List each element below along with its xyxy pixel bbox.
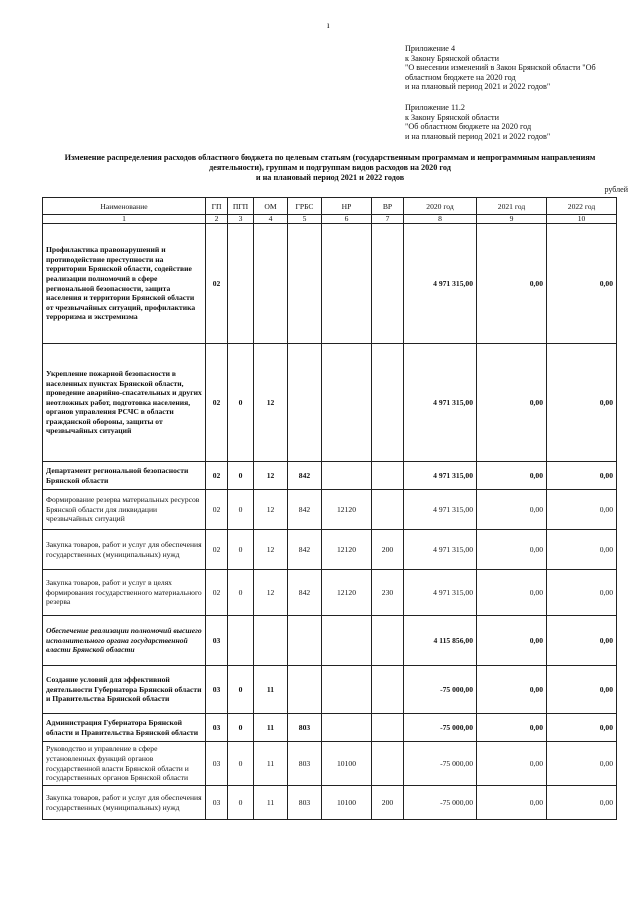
row-name: Создание условий для эффективной деятельности Губернатора Брянской области и Правительства Брянской области <box>43 666 206 714</box>
row-amount-2021: 0,00 <box>477 490 547 530</box>
row-nr: 12120 <box>322 570 372 616</box>
row-grbs: 803 <box>288 786 322 820</box>
row-amount-2022: 0,00 <box>547 530 617 570</box>
row-nr: 12120 <box>322 490 372 530</box>
appendix-line: и на плановый период 2021 и 2022 годов" <box>405 131 551 141</box>
row-name: Формирование резерва материальных ресурсов Брянской области для ликвидации чрезвычайных ситуаций <box>43 490 206 530</box>
appendix-line: Приложение 4 <box>405 44 456 53</box>
row-nr <box>322 616 372 666</box>
row-om: 11 <box>254 714 288 742</box>
row-amount-2022: 0,00 <box>547 714 617 742</box>
row-om: 12 <box>254 462 288 490</box>
row-amount-2021: 0,00 <box>477 570 547 616</box>
col-header-nr: НР <box>322 198 372 215</box>
col-header-pgp: ПГП <box>228 198 254 215</box>
col-header-2020: 2020 год <box>404 198 477 215</box>
row-name: Укрепление пожарной безопасности в населенных пунктах Брянской области, проведение аварийно-спасательных и других неотложных работ, подготовка населения, органов управления РСЧС в области гражданской обороны, защиты от чрезвычайных ситуаций <box>43 344 206 462</box>
row-grbs <box>288 616 322 666</box>
row-name: Закупка товаров, работ и услуг для обеспечения государственных (муниципальных) нужд <box>43 786 206 820</box>
row-gp: 03 <box>206 714 228 742</box>
table-row <box>43 666 617 714</box>
row-pgp <box>228 224 254 344</box>
row-amount-2022: 0,00 <box>547 344 617 462</box>
row-om: 12 <box>254 490 288 530</box>
row-gp: 03 <box>206 666 228 714</box>
row-amount-2022: 0,00 <box>547 742 617 786</box>
row-nr <box>322 462 372 490</box>
row-amount-2020: -75 000,00 <box>404 666 477 714</box>
row-nr <box>322 714 372 742</box>
table-row <box>43 570 617 616</box>
row-om <box>254 616 288 666</box>
row-gp: 02 <box>206 344 228 462</box>
row-grbs: 842 <box>288 462 322 490</box>
row-grbs <box>288 224 322 344</box>
col-header-vr: ВР <box>372 198 404 215</box>
row-grbs <box>288 666 322 714</box>
row-gp: 03 <box>206 616 228 666</box>
row-pgp: 0 <box>228 344 254 462</box>
row-gp: 03 <box>206 742 228 786</box>
table-row <box>43 616 617 666</box>
row-grbs: 842 <box>288 570 322 616</box>
appendix-line: к Закону Брянской области <box>405 112 499 122</box>
row-grbs: 842 <box>288 530 322 570</box>
row-amount-2020: -75 000,00 <box>404 786 477 820</box>
table-row <box>43 742 617 786</box>
row-name: Руководство и управление в сфере установленных функций органов государственной власти Брянской области и государственных органов Брянской области <box>43 742 206 786</box>
col-number: 4 <box>254 215 288 224</box>
row-vr: 230 <box>372 570 404 616</box>
row-om: 11 <box>254 786 288 820</box>
row-name: Закупка товаров, работ и услуг в целях формирования государственного материального резерва <box>43 570 206 616</box>
header-row <box>43 198 617 215</box>
row-amount-2020: 4 971 315,00 <box>404 570 477 616</box>
row-name: Обеспечение реализации полномочий высшего исполнительного органа государственной власти Брянской области <box>43 616 206 666</box>
row-amount-2021: 0,00 <box>477 530 547 570</box>
title-line: деятельности), группам и подгруппам видов расходов на 2020 год <box>209 163 451 172</box>
row-pgp: 0 <box>228 530 254 570</box>
appendix-line: и на плановый период 2021 и 2022 годов" <box>405 82 551 92</box>
row-pgp: 0 <box>228 490 254 530</box>
row-vr <box>372 344 404 462</box>
row-amount-2022: 0,00 <box>547 786 617 820</box>
row-amount-2020: -75 000,00 <box>404 714 477 742</box>
row-gp: 02 <box>206 462 228 490</box>
row-amount-2021: 0,00 <box>477 786 547 820</box>
col-header-name: Наименование <box>43 198 206 215</box>
row-name: Закупка товаров, работ и услуг для обеспечения государственных (муниципальных) нужд <box>43 530 206 570</box>
row-amount-2021: 0,00 <box>477 714 547 742</box>
row-gp: 03 <box>206 786 228 820</box>
row-om: 12 <box>254 570 288 616</box>
row-amount-2020: 4 971 315,00 <box>404 530 477 570</box>
row-grbs <box>288 344 322 462</box>
row-amount-2020: 4 971 315,00 <box>404 462 477 490</box>
row-pgp <box>228 616 254 666</box>
row-name: Профилактика правонарушений и противодействие преступности на территории Брянской области, содействие реализации полномочий в сфере региональной безопасности, защита населения и территории Брянской области от чрезвычайных ситуаций, профилактика терроризма и экстремизма <box>43 224 206 344</box>
col-header-grbs: ГРБС <box>288 198 322 215</box>
col-number: 1 <box>43 215 206 224</box>
row-vr: 200 <box>372 786 404 820</box>
row-amount-2022: 0,00 <box>547 490 617 530</box>
col-header-om: ОМ <box>254 198 288 215</box>
appendix-line: "О внесении изменений в Закон Брянской области "Об <box>405 63 596 73</box>
row-amount-2021: 0,00 <box>477 462 547 490</box>
row-pgp: 0 <box>228 666 254 714</box>
row-pgp: 0 <box>228 462 254 490</box>
row-vr <box>372 714 404 742</box>
col-number: 10 <box>547 215 617 224</box>
row-nr: 10100 <box>322 742 372 786</box>
col-number: 7 <box>372 215 404 224</box>
row-vr <box>372 616 404 666</box>
row-vr: 200 <box>372 530 404 570</box>
row-om: 12 <box>254 530 288 570</box>
row-om: 11 <box>254 666 288 714</box>
table-body <box>43 224 617 820</box>
table-row <box>43 462 617 490</box>
row-vr <box>372 224 404 344</box>
col-number: 6 <box>322 215 372 224</box>
col-number: 3 <box>228 215 254 224</box>
row-amount-2020: 4 971 315,00 <box>404 224 477 344</box>
row-name: Администрация Губернатора Брянской области и Правительства Брянской области <box>43 714 206 742</box>
row-grbs: 803 <box>288 742 322 786</box>
row-nr: 12120 <box>322 530 372 570</box>
expenditure-table <box>42 197 617 820</box>
row-amount-2022: 0,00 <box>547 666 617 714</box>
row-nr <box>322 224 372 344</box>
col-number: 9 <box>477 215 547 224</box>
table-row <box>43 530 617 570</box>
col-number: 8 <box>404 215 477 224</box>
row-vr <box>372 490 404 530</box>
appendix-line: Приложение 11.2 <box>405 103 466 112</box>
table-row <box>43 714 617 742</box>
row-pgp: 0 <box>228 786 254 820</box>
row-name: Департамент региональной безопасности Брянской области <box>43 462 206 490</box>
row-vr <box>372 742 404 786</box>
row-amount-2021: 0,00 <box>477 616 547 666</box>
table-row <box>43 344 617 462</box>
row-pgp: 0 <box>228 714 254 742</box>
appendix-line: "Об областном бюджете на 2020 год <box>405 122 532 132</box>
row-amount-2021: 0,00 <box>477 344 547 462</box>
row-vr <box>372 462 404 490</box>
row-gp: 02 <box>206 490 228 530</box>
col-header-2022: 2022 год <box>547 198 617 215</box>
row-gp: 02 <box>206 530 228 570</box>
row-amount-2020: 4 115 856,00 <box>404 616 477 666</box>
row-amount-2020: 4 971 315,00 <box>404 490 477 530</box>
page-mark: ı <box>327 20 330 30</box>
row-amount-2022: 0,00 <box>547 616 617 666</box>
col-header-2021: 2021 год <box>477 198 547 215</box>
appendix-11-2-note <box>405 103 550 141</box>
column-number-row <box>43 215 617 224</box>
row-amount-2021: 0,00 <box>477 224 547 344</box>
document-title <box>30 153 630 183</box>
row-nr <box>322 344 372 462</box>
row-amount-2020: -75 000,00 <box>404 742 477 786</box>
row-nr: 10100 <box>322 786 372 820</box>
table-row <box>43 224 617 344</box>
appendix-line: областном бюджете на 2020 год <box>405 72 516 82</box>
table-row <box>43 490 617 530</box>
row-grbs: 803 <box>288 714 322 742</box>
row-amount-2021: 0,00 <box>477 742 547 786</box>
row-amount-2022: 0,00 <box>547 462 617 490</box>
row-om: 11 <box>254 742 288 786</box>
col-header-gp: ГП <box>206 198 228 215</box>
row-om: 12 <box>254 344 288 462</box>
row-pgp: 0 <box>228 570 254 616</box>
row-vr <box>372 666 404 714</box>
table-row <box>43 786 617 820</box>
row-om <box>254 224 288 344</box>
row-grbs: 842 <box>288 490 322 530</box>
row-amount-2022: 0,00 <box>547 570 617 616</box>
currency-unit: рублей <box>604 185 628 194</box>
title-line: Изменение распределения расходов областного бюджета по целевым статьям (государственным программам и непрограммным направлениям <box>64 153 596 162</box>
appendix-4-note <box>405 44 596 92</box>
row-nr <box>322 666 372 714</box>
row-gp: 02 <box>206 224 228 344</box>
row-pgp: 0 <box>228 742 254 786</box>
row-amount-2020: 4 971 315,00 <box>404 344 477 462</box>
col-number: 2 <box>206 215 228 224</box>
row-gp: 02 <box>206 570 228 616</box>
row-amount-2022: 0,00 <box>547 224 617 344</box>
appendix-line: к Закону Брянской области <box>405 53 499 63</box>
row-amount-2021: 0,00 <box>477 666 547 714</box>
col-number: 5 <box>288 215 322 224</box>
title-line: и на плановый период 2021 и 2022 годов <box>255 173 405 182</box>
